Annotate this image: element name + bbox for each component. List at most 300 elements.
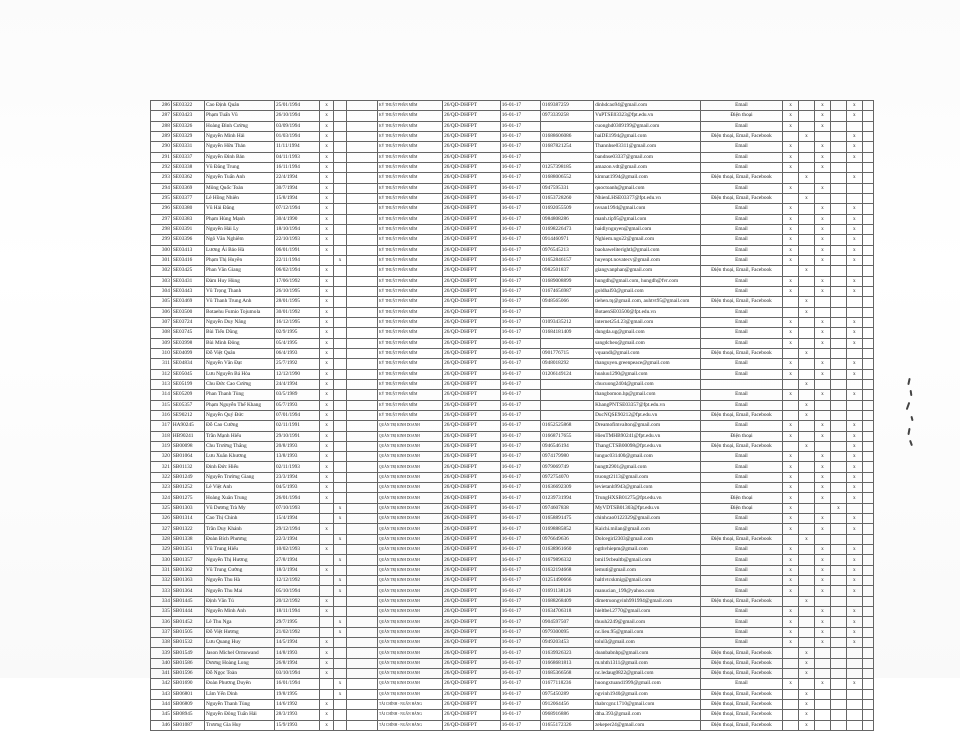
row-number: 310 bbox=[151, 348, 172, 358]
decision-no: 26/QD-DHFPT bbox=[443, 286, 501, 296]
male-mark: x bbox=[320, 607, 334, 617]
birth-date: 29/12/1994 bbox=[274, 524, 319, 534]
mark-2 bbox=[799, 204, 815, 214]
mark-4 bbox=[830, 534, 846, 544]
decision-date: 16-01-17 bbox=[500, 390, 541, 400]
decision-no: 26/QD-DHFPT bbox=[443, 131, 501, 141]
mark-5: x bbox=[846, 204, 862, 214]
student-id: SB01314 bbox=[171, 514, 204, 524]
blank-cell bbox=[862, 183, 873, 193]
decision-date: 16-01-17 bbox=[500, 648, 541, 658]
mark-2 bbox=[799, 369, 815, 379]
mark-3: x bbox=[814, 255, 830, 265]
decision-date: 16-01-17 bbox=[500, 710, 541, 720]
contact-channel: Điện thoại, Email, Facebook bbox=[700, 173, 782, 183]
email-address: huongxtuand1999@gmail.com bbox=[594, 679, 701, 689]
mark-5: x bbox=[846, 441, 862, 451]
mark-4 bbox=[830, 596, 846, 606]
mark-1: x bbox=[783, 224, 799, 234]
phone-number: 01257398185 bbox=[541, 162, 594, 172]
student-name: Lê Việt Anh bbox=[205, 483, 275, 493]
mark-5: x bbox=[846, 111, 862, 121]
phone-number: 01652525868 bbox=[541, 421, 594, 431]
mark-1: x bbox=[783, 483, 799, 493]
mark-2 bbox=[799, 503, 815, 513]
decision-date: 16-01-17 bbox=[500, 565, 541, 575]
mark-5: x bbox=[846, 607, 862, 617]
blank-cell bbox=[862, 441, 873, 451]
male-mark bbox=[320, 627, 334, 637]
student-id: SE03329 bbox=[171, 131, 204, 141]
mark-5: x bbox=[846, 390, 862, 400]
blank-cell bbox=[862, 700, 873, 710]
row-number: 320 bbox=[151, 452, 172, 462]
decision-date: 16-01-17 bbox=[500, 720, 541, 730]
mark-2: x bbox=[799, 173, 815, 183]
mark-2 bbox=[799, 524, 815, 534]
decision-no: 26/QD-DHFPT bbox=[443, 524, 501, 534]
mark-3 bbox=[814, 700, 830, 710]
student-name: Lê Hồng Nhiên bbox=[205, 193, 275, 203]
decision-no: 26/QD-DHFPT bbox=[443, 410, 501, 420]
row-number: 308 bbox=[151, 328, 172, 338]
mark-3 bbox=[814, 689, 830, 699]
student-id: SE03745 bbox=[171, 328, 204, 338]
decision-date: 16-01-17 bbox=[500, 379, 541, 389]
row-number: 307 bbox=[151, 317, 172, 327]
decision-date: 16-01-17 bbox=[500, 214, 541, 224]
contact-channel: Email bbox=[700, 142, 782, 152]
mark-4 bbox=[830, 576, 846, 586]
mark-3 bbox=[814, 534, 830, 544]
birth-date: 26/10/1994 bbox=[274, 111, 319, 121]
phone-number: 0949203453 bbox=[541, 638, 594, 648]
female-mark bbox=[333, 328, 347, 338]
mark-5: x bbox=[846, 317, 862, 327]
decision-no: 26/QD-DHFPT bbox=[443, 359, 501, 369]
mark-2 bbox=[799, 121, 815, 131]
blank-cell bbox=[347, 173, 378, 183]
row-number: 343 bbox=[151, 689, 172, 699]
decision-no: 26/QD-DHFPT bbox=[443, 514, 501, 524]
mark-1: x bbox=[783, 617, 799, 627]
contact-channel: Email bbox=[700, 214, 782, 224]
student-name: Đoàn Bích Phương bbox=[205, 534, 275, 544]
mark-5 bbox=[846, 503, 862, 513]
phone-number: 01691138126 bbox=[541, 586, 594, 596]
mark-4 bbox=[830, 514, 846, 524]
student-id: SE03322 bbox=[171, 101, 204, 111]
student-name: Đinh Đức Hiếu bbox=[205, 462, 275, 472]
decision-no: 26/QD-DHFPT bbox=[443, 617, 501, 627]
male-mark: x bbox=[320, 472, 334, 482]
mark-3: x bbox=[814, 421, 830, 431]
contact-channel: Email bbox=[700, 162, 782, 172]
student-id: SE03423 bbox=[171, 111, 204, 121]
mark-1: x bbox=[783, 152, 799, 162]
row-number: 312 bbox=[151, 369, 172, 379]
blank-cell bbox=[347, 359, 378, 369]
blank-cell bbox=[347, 441, 378, 451]
row-number: 331 bbox=[151, 565, 172, 575]
mark-2 bbox=[799, 390, 815, 400]
decision-date: 16-01-17 bbox=[500, 524, 541, 534]
phone-number: 0948018292 bbox=[541, 359, 594, 369]
blank-cell bbox=[347, 276, 378, 286]
student-id: SE03396 bbox=[171, 235, 204, 245]
blank-cell bbox=[862, 111, 873, 121]
female-mark bbox=[333, 162, 347, 172]
student-name: Nguyễn Đình Bản bbox=[205, 152, 275, 162]
table-row bbox=[151, 142, 874, 152]
mark-5: x bbox=[846, 483, 862, 493]
birth-date: 06/4/1993 bbox=[274, 348, 319, 358]
blank-cell bbox=[347, 193, 378, 203]
student-name: Nguyễn Thị Hương bbox=[205, 555, 275, 565]
mark-3: x bbox=[814, 276, 830, 286]
blank-cell bbox=[347, 545, 378, 555]
row-number: 286 bbox=[151, 101, 172, 111]
birth-date: 16/01/1994 bbox=[274, 679, 319, 689]
birth-date: 01/03/1994 bbox=[274, 131, 319, 141]
mark-5 bbox=[846, 669, 862, 679]
mark-5 bbox=[846, 658, 862, 668]
contact-channel: Email bbox=[700, 286, 782, 296]
blank-cell bbox=[347, 255, 378, 265]
mark-1: x bbox=[783, 111, 799, 121]
mark-1: x bbox=[783, 338, 799, 348]
mark-1 bbox=[783, 348, 799, 358]
row-number: 294 bbox=[151, 183, 172, 193]
mark-2 bbox=[799, 317, 815, 327]
major: KỸ THUẬT PHẦN MỀM bbox=[378, 162, 443, 172]
birth-date: 14/5/1994 bbox=[274, 638, 319, 648]
blank-cell bbox=[347, 658, 378, 668]
mark-3: x bbox=[814, 317, 830, 327]
email-address: dinhdcao94@gmail.com bbox=[594, 101, 701, 111]
mark-5: x bbox=[846, 576, 862, 586]
blank-cell bbox=[347, 503, 378, 513]
major: KỸ THUẬT PHẦN MỀM bbox=[378, 173, 443, 183]
phone-number: 01639926323 bbox=[541, 648, 594, 658]
mark-2 bbox=[799, 586, 815, 596]
student-id: SB01087 bbox=[171, 720, 204, 730]
mark-2 bbox=[799, 224, 815, 234]
decision-no: 26/QD-DHFPT bbox=[443, 328, 501, 338]
blank-cell bbox=[862, 359, 873, 369]
row-number: 328 bbox=[151, 534, 172, 544]
blank-cell bbox=[862, 576, 873, 586]
decision-date: 16-01-17 bbox=[500, 400, 541, 410]
birth-date: 26/8/1994 bbox=[274, 658, 319, 668]
row-number: 298 bbox=[151, 224, 172, 234]
decision-no: 26/QD-DHFPT bbox=[443, 493, 501, 503]
contact-channel: Email bbox=[700, 400, 782, 410]
mark-5: x bbox=[846, 679, 862, 689]
mark-1: x bbox=[783, 472, 799, 482]
decision-no: 26/QD-DHFPT bbox=[443, 214, 501, 224]
male-mark: x bbox=[320, 276, 334, 286]
blank-cell bbox=[862, 555, 873, 565]
student-name: Định Văn Tú bbox=[205, 596, 275, 606]
male-mark: x bbox=[320, 452, 334, 462]
major: KỸ THUẬT PHẦN MỀM bbox=[378, 369, 443, 379]
mark-1: x bbox=[783, 545, 799, 555]
mark-3: x bbox=[814, 524, 830, 534]
table-row bbox=[151, 555, 874, 565]
mark-1 bbox=[783, 710, 799, 720]
mark-4 bbox=[830, 700, 846, 710]
table-row bbox=[151, 338, 874, 348]
student-id: SE03425 bbox=[171, 266, 204, 276]
mark-4 bbox=[830, 131, 846, 141]
mark-3: x bbox=[814, 607, 830, 617]
female-mark bbox=[333, 101, 347, 111]
mark-5 bbox=[846, 162, 862, 172]
decision-no: 26/QD-DHFPT bbox=[443, 503, 501, 513]
email-address: Thannhse03311@gmail.com bbox=[594, 142, 701, 152]
email-address: HieuTMHB90241@fpt.edu.vn bbox=[594, 431, 701, 441]
major: QUẢN TRỊ KINH DOANH bbox=[378, 441, 443, 451]
graduate-table bbox=[150, 100, 874, 731]
contact-channel: Email bbox=[700, 317, 782, 327]
female-mark bbox=[333, 596, 347, 606]
major: QUẢN TRỊ KINH DOANH bbox=[378, 576, 443, 586]
decision-date: 16-01-17 bbox=[500, 669, 541, 679]
table-row bbox=[151, 586, 874, 596]
male-mark bbox=[320, 503, 334, 513]
major: KỸ THUẬT PHẦN MỀM bbox=[378, 328, 443, 338]
student-name: Vũ Trung Cường bbox=[205, 565, 275, 575]
row-number: 318 bbox=[151, 431, 172, 441]
female-mark bbox=[333, 607, 347, 617]
major: TÀI CHÍNH - NGÂN HÀNG bbox=[378, 720, 443, 730]
decision-no: 26/QD-DHFPT bbox=[443, 297, 501, 307]
mark-2 bbox=[799, 555, 815, 565]
contact-channel: Email bbox=[700, 462, 782, 472]
major: QUẢN TRỊ KINH DOANH bbox=[378, 534, 443, 544]
decision-date: 16-01-17 bbox=[500, 276, 541, 286]
email-address: truongt2113@gmail.com bbox=[594, 472, 701, 482]
male-mark bbox=[320, 617, 334, 627]
decision-date: 16-01-17 bbox=[500, 586, 541, 596]
male-mark: x bbox=[320, 328, 334, 338]
mark-1: x bbox=[783, 576, 799, 586]
phone-number: 01698885852 bbox=[541, 524, 594, 534]
major: QUẢN TRỊ KINH DOANH bbox=[378, 607, 443, 617]
table-row bbox=[151, 658, 874, 668]
student-id: SB01505 bbox=[171, 627, 204, 637]
mark-5 bbox=[846, 193, 862, 203]
table-row bbox=[151, 162, 874, 172]
decision-no: 26/QD-DHFPT bbox=[443, 689, 501, 699]
contact-channel: Điện thoại, Email, Facebook bbox=[700, 720, 782, 730]
blank-cell bbox=[347, 596, 378, 606]
blank-cell bbox=[862, 617, 873, 627]
female-mark bbox=[333, 524, 347, 534]
blank-cell bbox=[347, 245, 378, 255]
male-mark: x bbox=[320, 245, 334, 255]
birth-date: 22/11/1994 bbox=[274, 255, 319, 265]
male-mark bbox=[320, 679, 334, 689]
birth-date: 03/09/1994 bbox=[274, 121, 319, 131]
decision-date: 16-01-17 bbox=[500, 638, 541, 648]
mark-5: x bbox=[846, 338, 862, 348]
male-mark: x bbox=[320, 369, 334, 379]
row-number: 309 bbox=[151, 338, 172, 348]
decision-no: 26/QD-DHFPT bbox=[443, 720, 501, 730]
email-address: dtha.393@gmail.com bbox=[594, 710, 701, 720]
mark-3: x bbox=[814, 452, 830, 462]
mark-2 bbox=[799, 483, 815, 493]
male-mark bbox=[320, 555, 334, 565]
birth-date: 03/10/1994 bbox=[274, 669, 319, 679]
major: KỸ THUẬT PHẦN MỀM bbox=[378, 307, 443, 317]
mark-2 bbox=[799, 286, 815, 296]
decision-no: 26/QD-DHFPT bbox=[443, 472, 501, 482]
blank-cell bbox=[862, 534, 873, 544]
mark-5: x bbox=[846, 245, 862, 255]
decision-date: 16-01-17 bbox=[500, 534, 541, 544]
table-row bbox=[151, 328, 874, 338]
student-name: Lưu Xuân Khương bbox=[205, 452, 275, 462]
row-number: 345 bbox=[151, 710, 172, 720]
email-address: dimetruongvinh991994@gmail.com bbox=[594, 596, 701, 606]
student-id: SB01252 bbox=[171, 483, 204, 493]
blank-cell bbox=[347, 307, 378, 317]
mark-4 bbox=[830, 638, 846, 648]
contact-channel: Điện thoại, Email, Facebook bbox=[700, 297, 782, 307]
mark-3: x bbox=[814, 162, 830, 172]
birth-date: 14/6/1992 bbox=[274, 700, 319, 710]
student-id: SB06801 bbox=[171, 689, 204, 699]
phone-number: 01634706318 bbox=[541, 607, 594, 617]
decision-date: 16-01-17 bbox=[500, 152, 541, 162]
contact-channel: Email bbox=[700, 328, 782, 338]
student-id: SE03443 bbox=[171, 286, 204, 296]
birth-date: 16/11/1994 bbox=[274, 162, 319, 172]
student-name: Đoàn Phương Duyên bbox=[205, 679, 275, 689]
decision-no: 26/QD-DHFPT bbox=[443, 669, 501, 679]
student-name: Chu Trường Thắng bbox=[205, 441, 275, 451]
mark-1: x bbox=[783, 328, 799, 338]
email-address: Kaichi.milan@gmail.com bbox=[594, 524, 701, 534]
blank-cell bbox=[347, 534, 378, 544]
row-number: 319 bbox=[151, 441, 172, 451]
student-id: SE05357 bbox=[171, 400, 204, 410]
blank-cell bbox=[862, 669, 873, 679]
major: KỸ THUẬT PHẦN MỀM bbox=[378, 152, 443, 162]
major: KỸ THUẬT PHẦN MỀM bbox=[378, 286, 443, 296]
phone-number: 01684181409 bbox=[541, 328, 594, 338]
male-mark: x bbox=[320, 152, 334, 162]
mark-3 bbox=[814, 173, 830, 183]
row-number: 296 bbox=[151, 204, 172, 214]
blank-cell bbox=[347, 142, 378, 152]
major: TÀI CHÍNH - NGÂN HÀNG bbox=[378, 700, 443, 710]
blank-cell bbox=[862, 162, 873, 172]
blank-cell bbox=[862, 410, 873, 420]
female-mark bbox=[333, 317, 347, 327]
contact-channel: Email bbox=[700, 617, 782, 627]
contact-channel: Email bbox=[700, 224, 782, 234]
mark-1 bbox=[783, 307, 799, 317]
decision-no: 26/QD-DHFPT bbox=[443, 152, 501, 162]
mark-4 bbox=[830, 152, 846, 162]
student-id: SE03337 bbox=[171, 152, 204, 162]
decision-no: 26/QD-DHFPT bbox=[443, 101, 501, 111]
mark-1 bbox=[783, 720, 799, 730]
student-name: Vũ Hải Đăng bbox=[205, 204, 275, 214]
mark-5 bbox=[846, 297, 862, 307]
student-name: Trần Duy Khánh bbox=[205, 524, 275, 534]
mark-5: x bbox=[846, 586, 862, 596]
contact-channel: Điện thoại, Email, Facebook bbox=[700, 410, 782, 420]
mark-4 bbox=[830, 245, 846, 255]
table-row bbox=[151, 276, 874, 286]
mark-3: x bbox=[814, 101, 830, 111]
birth-date: 07/01/1994 bbox=[274, 410, 319, 420]
mark-5: x bbox=[846, 369, 862, 379]
student-name: Đỗ Ngọc Toàn bbox=[205, 669, 275, 679]
blank-cell bbox=[862, 204, 873, 214]
email-address: haiDE1994@gmail.com bbox=[594, 131, 701, 141]
mark-3: x bbox=[814, 338, 830, 348]
table-row bbox=[151, 121, 874, 131]
female-mark: x bbox=[333, 586, 347, 596]
mark-3 bbox=[814, 658, 830, 668]
mark-5 bbox=[846, 379, 862, 389]
mark-2: x bbox=[799, 410, 815, 420]
mark-4 bbox=[830, 483, 846, 493]
email-address: levietanh9943@gmail.com bbox=[594, 483, 701, 493]
blank-cell bbox=[347, 121, 378, 131]
student-name: Vũ Dương Trà My bbox=[205, 503, 275, 513]
decision-no: 26/QD-DHFPT bbox=[443, 462, 501, 472]
major: QUẢN TRỊ KINH DOANH bbox=[378, 648, 443, 658]
mark-2 bbox=[799, 545, 815, 555]
student-name: Đỗ Cao Cường bbox=[205, 421, 275, 431]
decision-date: 16-01-17 bbox=[500, 359, 541, 369]
student-name: Jason Michel Ormswand bbox=[205, 648, 275, 658]
decision-no: 26/QD-DHFPT bbox=[443, 173, 501, 183]
mark-4 bbox=[830, 328, 846, 338]
female-mark bbox=[333, 431, 347, 441]
blank-cell bbox=[862, 317, 873, 327]
mark-4 bbox=[830, 410, 846, 420]
birth-date: 26/01/1994 bbox=[274, 493, 319, 503]
blank-cell bbox=[862, 638, 873, 648]
table-row bbox=[151, 266, 874, 276]
student-id: SB06809 bbox=[171, 700, 204, 710]
birth-date: 05/7/1993 bbox=[274, 400, 319, 410]
student-id: SB01064 bbox=[171, 452, 204, 462]
email-address: bmi19cbealtb@gmail.com bbox=[594, 555, 701, 565]
email-address: chinhcao0122329@gmail.com bbox=[594, 514, 701, 524]
blank-cell bbox=[347, 162, 378, 172]
table-row bbox=[151, 700, 874, 710]
phone-number: 0979069749 bbox=[541, 462, 594, 472]
blank-cell bbox=[862, 710, 873, 720]
student-id: SE03326 bbox=[171, 121, 204, 131]
contact-channel: Email bbox=[700, 524, 782, 534]
table-row bbox=[151, 617, 874, 627]
row-number: 323 bbox=[151, 483, 172, 493]
blank-cell bbox=[347, 638, 378, 648]
contact-channel: Điện thoại, Email, Facebook bbox=[700, 131, 782, 141]
email-address: Dolcegirl2303@gmail.com bbox=[594, 534, 701, 544]
mark-5 bbox=[846, 410, 862, 420]
